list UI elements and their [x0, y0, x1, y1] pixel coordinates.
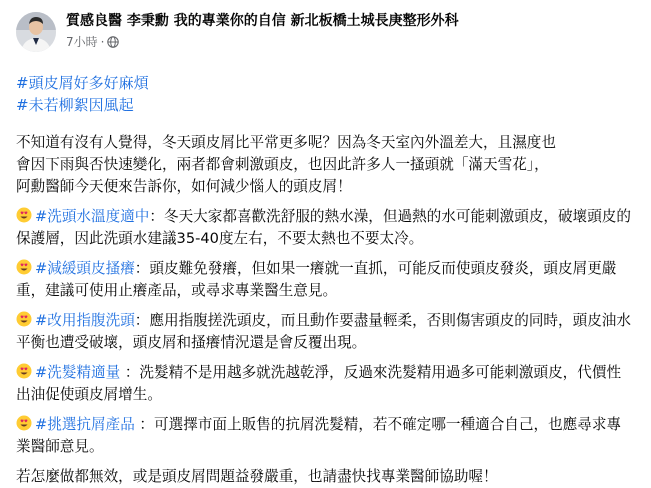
- tip-text: ：頭皮難免發癢，但如果一癢就一直抓，可能反而使頭皮發炎，頭皮屑更嚴重，建議可使用止癢產品，或尋求專業醫生意見。: [16, 260, 617, 299]
- post-timestamp[interactable]: 7小時: [66, 35, 98, 49]
- tip-text: ：冬天大家都喜歡洗舒服的熱水澡，但過熱的水可能刺激頭皮，破壞頭皮的保護層，因此洗頭水建議35-40度左右，不要太熱也不要太冷。: [16, 208, 631, 247]
- tip-item: [16, 258, 635, 302]
- hashtag-block: [16, 72, 635, 116]
- tip-hashtag-link[interactable]: #減緩頭皮搔癢: [35, 260, 135, 277]
- tip-text: ：可選擇市面上販售的抗屑洗髮精，若不確定哪一種適合自己，也應尋求專業醫師意見。: [16, 416, 622, 455]
- meta-separator: ·: [100, 35, 105, 49]
- tip-text: ：應用指腹搓洗頭皮，而且動作要盡量輕柔，否則傷害頭皮的同時，頭皮油水平衡也遭受破壞，頭皮屑和搔癢情況還是會反覆出現。: [16, 312, 631, 351]
- doctor-portrait-icon: [16, 12, 56, 52]
- globe-icon[interactable]: [107, 36, 119, 48]
- hashtag-link[interactable]: #未若柳絮因風起: [16, 96, 134, 114]
- tip-hashtag-link[interactable]: #洗頭水溫度適中: [35, 208, 150, 225]
- tip-item: [16, 414, 635, 458]
- post-intro-text: 不知道有沒有人覺得，冬天頭皮屑比平常更多呢？因為冬天室內外溫差大，且濕度也 會因下雨與否快速變化，兩者都會刺激頭皮，也因此許多人一搔頭就「滿天雪花」， 阿勳醫師今天便來告訴你，如何減少惱人的頭皮屑！: [16, 134, 556, 195]
- hashtag-link[interactable]: #頭皮屑好多好麻煩: [16, 74, 149, 92]
- heart-eyes-emoji-icon: [16, 259, 32, 275]
- heart-eyes-emoji-icon: [16, 207, 32, 223]
- tip-text: ：洗髮精不是用越多就洗越乾淨，反過來洗髮精用過多可能刺激頭皮，代價性出油促使頭皮屑增生。: [16, 364, 622, 403]
- tip-hashtag-link[interactable]: #洗髮精適量: [35, 364, 121, 381]
- heart-eyes-emoji-icon: [16, 311, 32, 327]
- header-text: [66, 8, 459, 50]
- heart-eyes-emoji-icon: [16, 363, 32, 379]
- tip-item: [16, 206, 635, 250]
- post-header: [16, 8, 635, 60]
- tip-item: [16, 362, 635, 406]
- page-name-link[interactable]: 質感良醫 李秉勳 我的專業你的自信 新北板橋土城長庚整形外科: [66, 13, 459, 29]
- tip-hashtag-link[interactable]: #改用指腹洗頭: [35, 312, 135, 329]
- tip-item: [16, 310, 635, 354]
- avatar[interactable]: [16, 12, 56, 52]
- heart-eyes-emoji-icon: [16, 415, 32, 431]
- post-meta: [66, 34, 459, 50]
- post-closing-text: 若怎麼做都無效，或是頭皮屑問題益發嚴重，也請盡快找專業醫師協助喔！: [16, 468, 498, 485]
- tip-hashtag-link[interactable]: #挑選抗屑產品: [35, 416, 135, 433]
